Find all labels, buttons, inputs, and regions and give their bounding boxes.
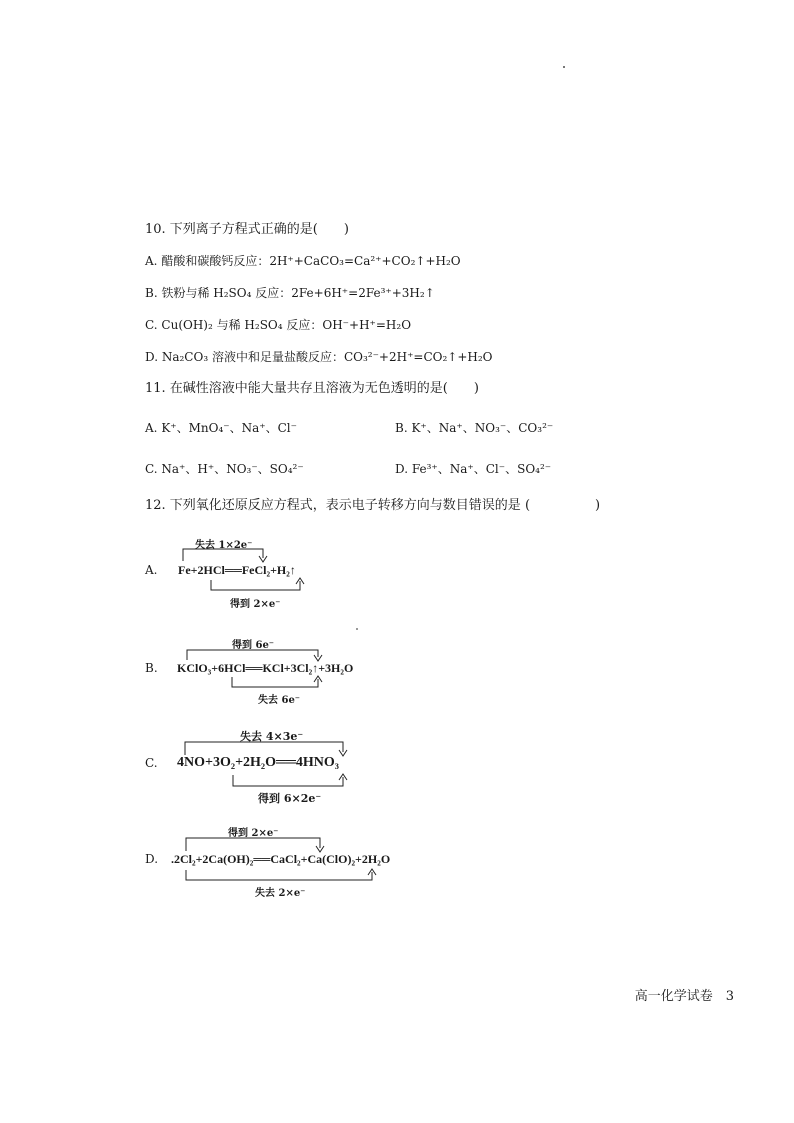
- chemical-equation: KClO₃+6HCl══KCl+3Cl₂↑+3H₂O: [177, 661, 354, 675]
- electron-transfer-bottom-label: 失去 6e⁻: [258, 695, 301, 706]
- electron-transfer-bottom-label: 失去 2×e⁻: [255, 888, 306, 899]
- electron-transfer-top-label: 失去 4×3e⁻: [240, 730, 304, 743]
- option-text: Na⁺、H⁺、NO₃⁻、SO₄²⁻: [161, 462, 304, 476]
- option-text: 醋酸和碳酸钙反应：2H⁺+CaCO₃=Ca²⁺+CO₂↑+H₂O: [161, 254, 461, 268]
- electron-transfer-top-label: 得到 6e⁻: [232, 640, 275, 651]
- question-11-stem: 11. 在碱性溶液中能大量共存且溶液为无色透明的是( ): [145, 381, 479, 396]
- option-letter: B.: [145, 286, 158, 300]
- option-text: Fe³⁺、Na⁺、Cl⁻、SO₄²⁻: [411, 462, 552, 476]
- chemical-equation: Fe+2HCl══FeCl₂+H₂↑: [178, 563, 296, 577]
- option-letter: C.: [145, 318, 158, 332]
- option-letter: C.: [145, 462, 158, 476]
- option-text: 铁粉与稀 H₂SO₄ 反应：2Fe+6H⁺=2Fe³⁺+3H₂↑: [161, 286, 435, 300]
- electron-transfer-bottom-label: 得到 6×2e⁻: [258, 792, 322, 805]
- option-text: K⁺、MnO₄⁻、Na⁺、Cl⁻: [161, 421, 297, 435]
- electron-transfer-bottom-label: 得到 2×e⁻: [230, 599, 281, 610]
- question-10-stem: 10. 下列离子方程式正确的是( ): [145, 222, 349, 237]
- option-letter: B.: [395, 421, 408, 435]
- option-letter: D.: [145, 852, 159, 866]
- option-text: Cu(OH)₂ 与稀 H₂SO₄ 反应：OH⁻+H⁺=H₂O: [161, 318, 412, 332]
- question-12-stem: 12. 下列氧化还原反应方程式，表示电子转移方向与数目错误的是 ( ): [145, 498, 601, 513]
- option-letter: D.: [395, 462, 409, 476]
- option-letter: D.: [145, 350, 159, 364]
- chemical-equation: 4NO+3O₂+2H₂O══4HNO₃: [177, 755, 339, 770]
- option-letter: A.: [145, 421, 158, 435]
- option-text: K⁺、Na⁺、NO₃⁻、CO₃²⁻: [411, 421, 554, 435]
- option-letter: C.: [145, 756, 158, 770]
- chemical-equation: .2Cl₂+2Ca(OH)₂══CaCl₂+Ca(ClO)₂+2H₂O: [171, 852, 391, 866]
- option-letter: B.: [145, 661, 158, 675]
- electron-transfer-top-label: 失去 1×2e⁻: [195, 540, 253, 551]
- electron-transfer-top-label: 得到 2×e⁻: [228, 828, 279, 839]
- option-text: Na₂CO₃ 溶液中和足量盐酸反应：CO₃²⁻+2H⁺=CO₂↑+H₂O: [161, 350, 493, 364]
- page-footer: 高一化学试卷 3: [634, 989, 734, 1004]
- option-letter: A.: [145, 563, 158, 577]
- option-letter: A.: [145, 254, 158, 268]
